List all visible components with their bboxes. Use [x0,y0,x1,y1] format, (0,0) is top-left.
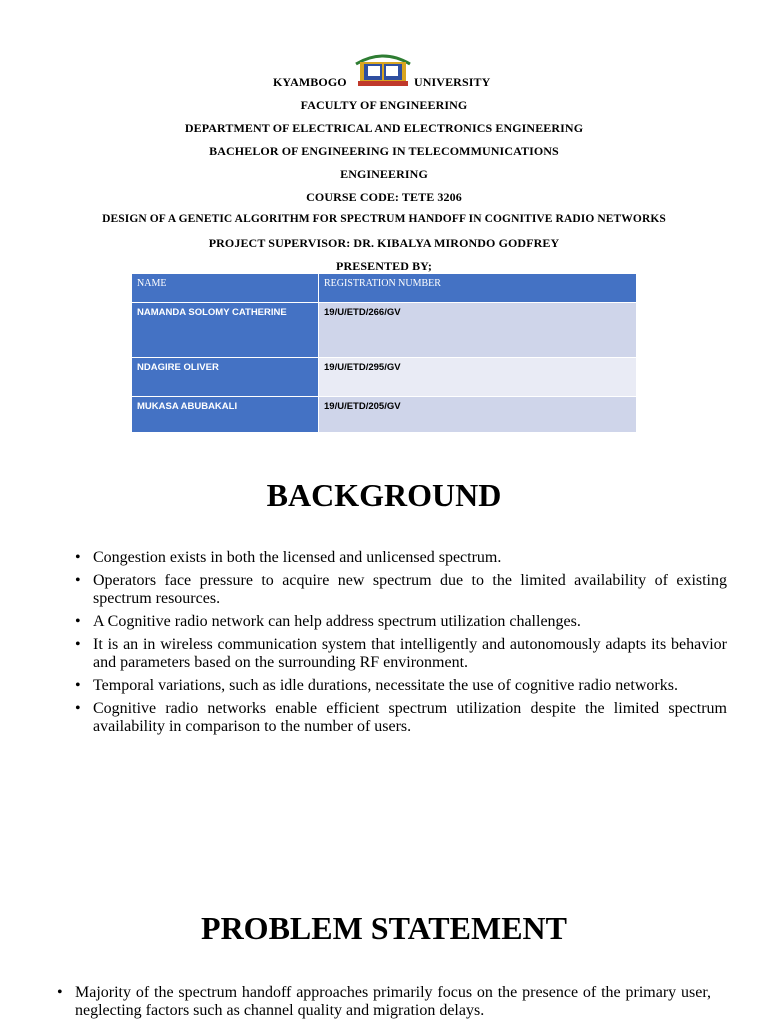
university-name [0,75,768,91]
list-item: • Congestion exists in both the licensed and unlicensed spectrum. [75,549,727,567]
problem-statement-heading: PROBLEM STATEMENT [201,910,567,946]
table-row [132,303,637,358]
programme-line-2: ENGINEERING [340,167,428,181]
list-item: • Majority of the spectrum handoff approaches primarily focus on the presence of the primary user, neglecting factors such as channel quality and migration delays. [57,984,711,1020]
student-name: MUKASA ABUBAKALI [132,397,319,433]
registration-number: 19/U/ETD/266/GV [319,303,637,358]
presented-by: PRESENTED BY; [336,259,432,273]
project-title: DESIGN OF A GENETIC ALGORITHM FOR SPECTRUM HANDOFF IN COGNITIVE RADIO NETWORKS [102,213,666,225]
background-heading: BACKGROUND [266,477,502,513]
table-row [132,397,637,433]
problem-list [57,984,711,1025]
list-item: • Operators face pressure to acquire new spectrum due to the limited availability of existing spectrum resources. [75,572,727,608]
list-item: • A Cognitive radio network can help address spectrum utilization challenges. [75,613,727,631]
table-row [132,358,637,397]
column-header-registration: REGISTRATION NUMBER [319,274,637,303]
registration-table [131,273,637,433]
faculty-line: FACULTY OF ENGINEERING [300,98,468,112]
programme-line-1: BACHELOR OF ENGINEERING IN TELECOMMUNICATIONS [209,144,559,158]
student-name: NDAGIRE OLIVER [132,358,319,397]
supervisor-line: PROJECT SUPERVISOR: DR. KIBALYA MIRONDO GODFREY [208,236,560,250]
background-list [75,549,727,741]
department-line: DEPARTMENT OF ELECTRICAL AND ELECTRONICS ENGINEERING [184,121,584,135]
list-item: • Temporal variations, such as idle durations, necessitate the use of cognitive radio networks. [75,677,727,695]
column-header-name: NAME [132,274,319,303]
course-code: COURSE CODE: TETE 3206 [306,190,462,204]
university-name-right: UNIVERSITY [414,75,491,89]
list-item: • Cognitive radio networks enable efficient spectrum utilization despite the limited spectrum availability in comparison to the number of users. [75,700,727,736]
registration-number: 19/U/ETD/205/GV [319,397,637,433]
student-name: NAMANDA SOLOMY CATHERINE [132,303,319,358]
university-name-left: KYAMBOGO [273,75,347,89]
table-header-row [132,274,637,303]
registration-number: 19/U/ETD/295/GV [319,358,637,397]
list-item: • It is an in wireless communication system that intelligently and autonomously adapts its behavior and parameters based on the surrounding RF environment. [75,636,727,672]
